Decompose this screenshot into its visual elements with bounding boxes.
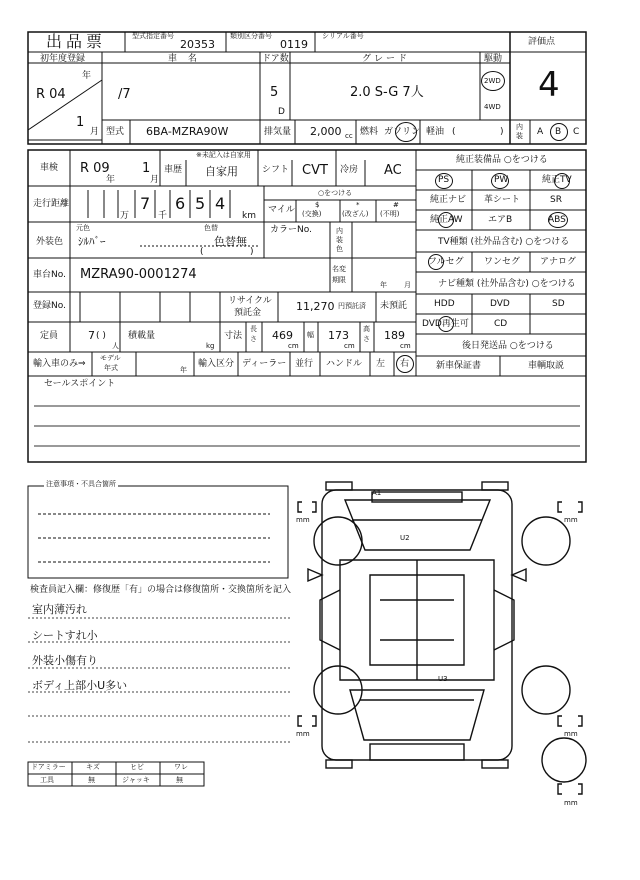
displacement-value: 2,000 <box>310 125 342 138</box>
history-label: 車歴 <box>164 165 183 175</box>
tv-oneseg: ワンセグ <box>484 257 521 267</box>
ac-label: 冷房 <box>340 165 359 175</box>
fuel-other-close: ) <box>500 127 504 137</box>
tv-type-title: TV種類 (社外品含む) ○をつける <box>438 237 570 247</box>
equip-tv: 純正TV <box>542 175 572 185</box>
mileage-sen: 千 <box>158 211 168 221</box>
inspection-month: 1 <box>142 161 151 176</box>
name-change-month: 月 <box>404 281 411 289</box>
capacity-unit: 人 <box>112 342 119 350</box>
note-item: 室内薄汚れ <box>32 603 87 616</box>
first-reg-month: 1 <box>76 115 85 130</box>
handle-left: 左 <box>376 359 386 369</box>
later-shipment-title: 後日発送品 ○をつける <box>462 341 554 351</box>
interior-label-2: 装 <box>516 132 523 140</box>
fuel-gasoline-circle <box>395 122 417 142</box>
model-year-label-2: 年式 <box>104 364 118 372</box>
navi-type-title: ナビ種類 (社外品含む) ○をつける <box>438 279 576 289</box>
exterior-color: ｼﾙﾊﾞｰ <box>78 235 106 248</box>
tools-header: キズ <box>86 763 100 771</box>
import-dealer: ディーラー <box>242 359 287 369</box>
mile-label: マイル <box>268 205 295 215</box>
equip-ps-circle <box>435 173 453 189</box>
later-manual: 車輌取説 <box>528 361 565 371</box>
later-warranty: 新車保証書 <box>436 361 482 371</box>
drive-2wd-circle <box>481 71 505 91</box>
handle-label: ハンドル <box>326 359 363 369</box>
length-label-2: さ <box>250 335 257 343</box>
color-code-label: カラーNo. <box>270 225 312 235</box>
cc-unit: cc <box>345 132 353 140</box>
interior-a: A <box>537 127 544 137</box>
drive-4wd: 4WD <box>484 103 501 111</box>
car-diagram <box>298 482 586 794</box>
grade-value: 2.0 S-G 7人 <box>350 85 424 100</box>
int-color-label-3: 色 <box>336 245 343 253</box>
equip-pw-circle <box>491 173 509 189</box>
name-change-label-2: 期限 <box>332 276 346 284</box>
registration-label: 登録No. <box>33 301 66 311</box>
mile-exchanged: (交換) <box>302 210 322 218</box>
fuel-other-open: ( <box>452 127 456 137</box>
doors-label: ドア数 <box>262 54 289 64</box>
note-item: ボディ上部小U多い <box>32 679 128 692</box>
notes-title: 注意事項・不具合箇所 <box>46 480 116 488</box>
navi-dvd-play-circle <box>438 316 454 332</box>
name-change-year: 年 <box>380 281 387 289</box>
navi-dvd-play: DVD再生可 <box>422 319 469 329</box>
car-name: /7 <box>118 87 131 102</box>
diagram-u2: U2 <box>400 534 410 542</box>
shift-label: シフト <box>262 165 290 175</box>
tv-fullseg: フルセグ <box>428 257 464 267</box>
int-color-label-2: 装 <box>336 236 343 244</box>
car-name-label: 車 名 <box>168 54 201 64</box>
orig-color-label: 元色 <box>76 224 90 232</box>
inspection-year: R 09 <box>80 161 110 176</box>
height-value: 189 <box>384 329 405 342</box>
tools-header: ワレ <box>174 763 188 771</box>
import-label: 輸入車のみ⇒ <box>33 359 86 369</box>
tools-header: ドアミラー <box>31 763 66 771</box>
year-unit: 年 <box>82 71 92 81</box>
score-label: 評価点 <box>528 37 556 47</box>
load-label: 積載量 <box>128 331 156 341</box>
mile-hash: # <box>393 201 399 209</box>
model-year-label-1: モデル <box>100 354 121 362</box>
sales-point-title: セールスポイント <box>44 379 116 389</box>
mile-dollar: $ <box>315 201 320 209</box>
chassis-label: 車台No. <box>33 270 66 280</box>
mile-tampered: (改ざん) <box>342 210 369 218</box>
history-value: 自家用 <box>205 165 238 178</box>
ac-value: AC <box>384 163 402 178</box>
width-cm: cm <box>344 342 355 350</box>
model-label: 型式 <box>106 127 125 137</box>
tools-cell: 無 <box>88 776 95 784</box>
navi-hdd: HDD <box>434 299 455 309</box>
exterior-color-label: 外装色 <box>36 237 64 247</box>
tools-cell: 工具 <box>40 776 54 784</box>
interior-b: B <box>555 127 562 137</box>
color-paren-open: ( <box>200 247 204 257</box>
interior-b-circle <box>550 123 568 141</box>
mileage-km: km <box>242 211 256 221</box>
mile-unknown: (不明) <box>380 210 400 218</box>
fuel-gasoline: ガソリン <box>384 127 421 137</box>
equip-airbag: エアB <box>488 215 513 225</box>
tv-analog: アナログ <box>540 257 577 267</box>
inspection-month-unit: 月 <box>150 175 160 185</box>
doors-sub: D <box>278 107 285 117</box>
recycle-value: 11,270 <box>296 300 335 313</box>
genuine-equipment-title: 純正装備品 ○をつける <box>456 155 548 165</box>
recycle-not: 未預託 <box>380 301 408 311</box>
mileage-digit: 7 <box>140 194 151 213</box>
score-value: 4 <box>538 65 560 105</box>
width-value: 173 <box>328 329 349 342</box>
length-label-1: 長 <box>250 325 257 333</box>
recycle-label-1: リサイクル <box>228 296 272 306</box>
diagram-mm: mm <box>296 516 310 524</box>
length-cm: cm <box>288 342 299 350</box>
inspector-note: 検査員記入欄：修復歴「有」の場合は修復箇所・交換箇所を記入 <box>30 585 292 595</box>
first-reg-year: R 04 <box>36 87 66 102</box>
import-parallel: 並行 <box>295 359 314 369</box>
height-label-2: さ <box>363 335 370 343</box>
tools-header: ヒビ <box>130 763 144 771</box>
handle-right: 右 <box>400 359 410 369</box>
color-change-value: 色替無 <box>214 235 247 248</box>
capacity-value: 7 <box>88 329 95 342</box>
inspection-year-unit: 年 <box>106 175 116 185</box>
mileage-man: 万 <box>120 211 130 221</box>
equip-leather: 革シート <box>484 195 521 205</box>
drive-2wd: 2WD <box>484 77 501 85</box>
class-no-label: 類別区分番号 <box>230 32 272 40</box>
equip-ps: PS <box>438 175 450 185</box>
mileage-digit: 4 <box>215 194 226 213</box>
sheet-title: 出品票 <box>46 32 107 51</box>
doors-value: 5 <box>270 85 279 100</box>
grade-label: グレード <box>362 54 411 64</box>
chassis-no: MZRA90-0001274 <box>80 267 197 282</box>
mileage-circle-note: ○をつける <box>318 189 353 197</box>
name-change-label-1: 名変 <box>332 265 346 273</box>
equip-pw: PW <box>494 175 509 185</box>
mile-star: * <box>356 201 360 209</box>
tools-cell: ジャッキ <box>122 776 150 784</box>
model-no-label: 型式指定番号 <box>132 32 174 40</box>
width-label: 幅 <box>307 331 314 339</box>
length-value: 469 <box>272 329 293 342</box>
diagram-mm: mm <box>564 730 578 738</box>
equip-navi: 純正ナビ <box>430 195 467 205</box>
navi-cd: CD <box>494 319 508 329</box>
diagram-mm: mm <box>296 730 310 738</box>
note-item: 外装小傷有り <box>32 654 98 667</box>
equip-abs: ABS <box>548 215 566 225</box>
navi-dvd: DVD <box>490 299 510 309</box>
handle-right-circle <box>396 355 414 373</box>
color-paren-close: ) <box>250 247 254 257</box>
diagram-mm: mm <box>564 516 578 524</box>
load-kg: kg <box>206 342 215 350</box>
interior-c: C <box>573 127 580 137</box>
drive-label: 駆動 <box>484 54 503 64</box>
model-value: 6BA-MZRA90W <box>146 125 229 138</box>
mileage-digit: 5 <box>195 194 206 213</box>
recycle-label-2: 預託金 <box>234 308 262 318</box>
diagram-mm: mm <box>564 799 578 807</box>
class-no: 0119 <box>280 38 308 51</box>
fuel-diesel: 軽油 <box>426 127 445 137</box>
import-class-label: 輸入区分 <box>198 359 235 369</box>
interior-label-1: 内 <box>516 123 523 131</box>
equip-aw-circle <box>438 212 454 228</box>
navi-sd: SD <box>552 299 565 309</box>
displacement-label: 排気量 <box>264 127 292 137</box>
model-no: 20353 <box>180 38 215 51</box>
shift-value: CVT <box>302 163 328 178</box>
note-item: シートすれ小 <box>32 629 98 642</box>
diagram-a1: A1 <box>372 489 382 497</box>
equip-sr: SR <box>550 195 562 205</box>
int-color-label-1: 内 <box>336 227 343 235</box>
height-cm: cm <box>400 342 411 350</box>
diagram-u3: U3 <box>438 675 448 683</box>
inspection-label: 車検 <box>40 163 59 173</box>
equip-aw: 純正AW <box>430 215 463 225</box>
tv-fullseg-circle <box>428 254 444 270</box>
color-change-label: 色替 <box>204 224 218 232</box>
history-note: ※未記入は自家用 <box>196 151 251 159</box>
mileage-digit: 6 <box>175 194 186 213</box>
height-label-1: 高 <box>363 325 370 333</box>
first-reg-label: 初年度登録 <box>40 54 86 64</box>
recycle-unit: 円預託済 <box>338 302 366 310</box>
capacity-paren: ( ) <box>96 331 106 341</box>
capacity-label: 定員 <box>40 331 59 341</box>
serial-label: シリアル番号 <box>322 32 364 40</box>
tools-cell: 無 <box>176 776 183 784</box>
mileage-label: 走行距離 <box>33 199 70 209</box>
equip-abs-circle <box>548 212 568 228</box>
month-unit: 月 <box>90 127 100 137</box>
size-label: 寸法 <box>224 331 243 341</box>
fuel-label: 燃料 <box>360 127 379 137</box>
equip-tv-circle <box>554 173 570 189</box>
model-year-unit: 年 <box>180 366 187 374</box>
